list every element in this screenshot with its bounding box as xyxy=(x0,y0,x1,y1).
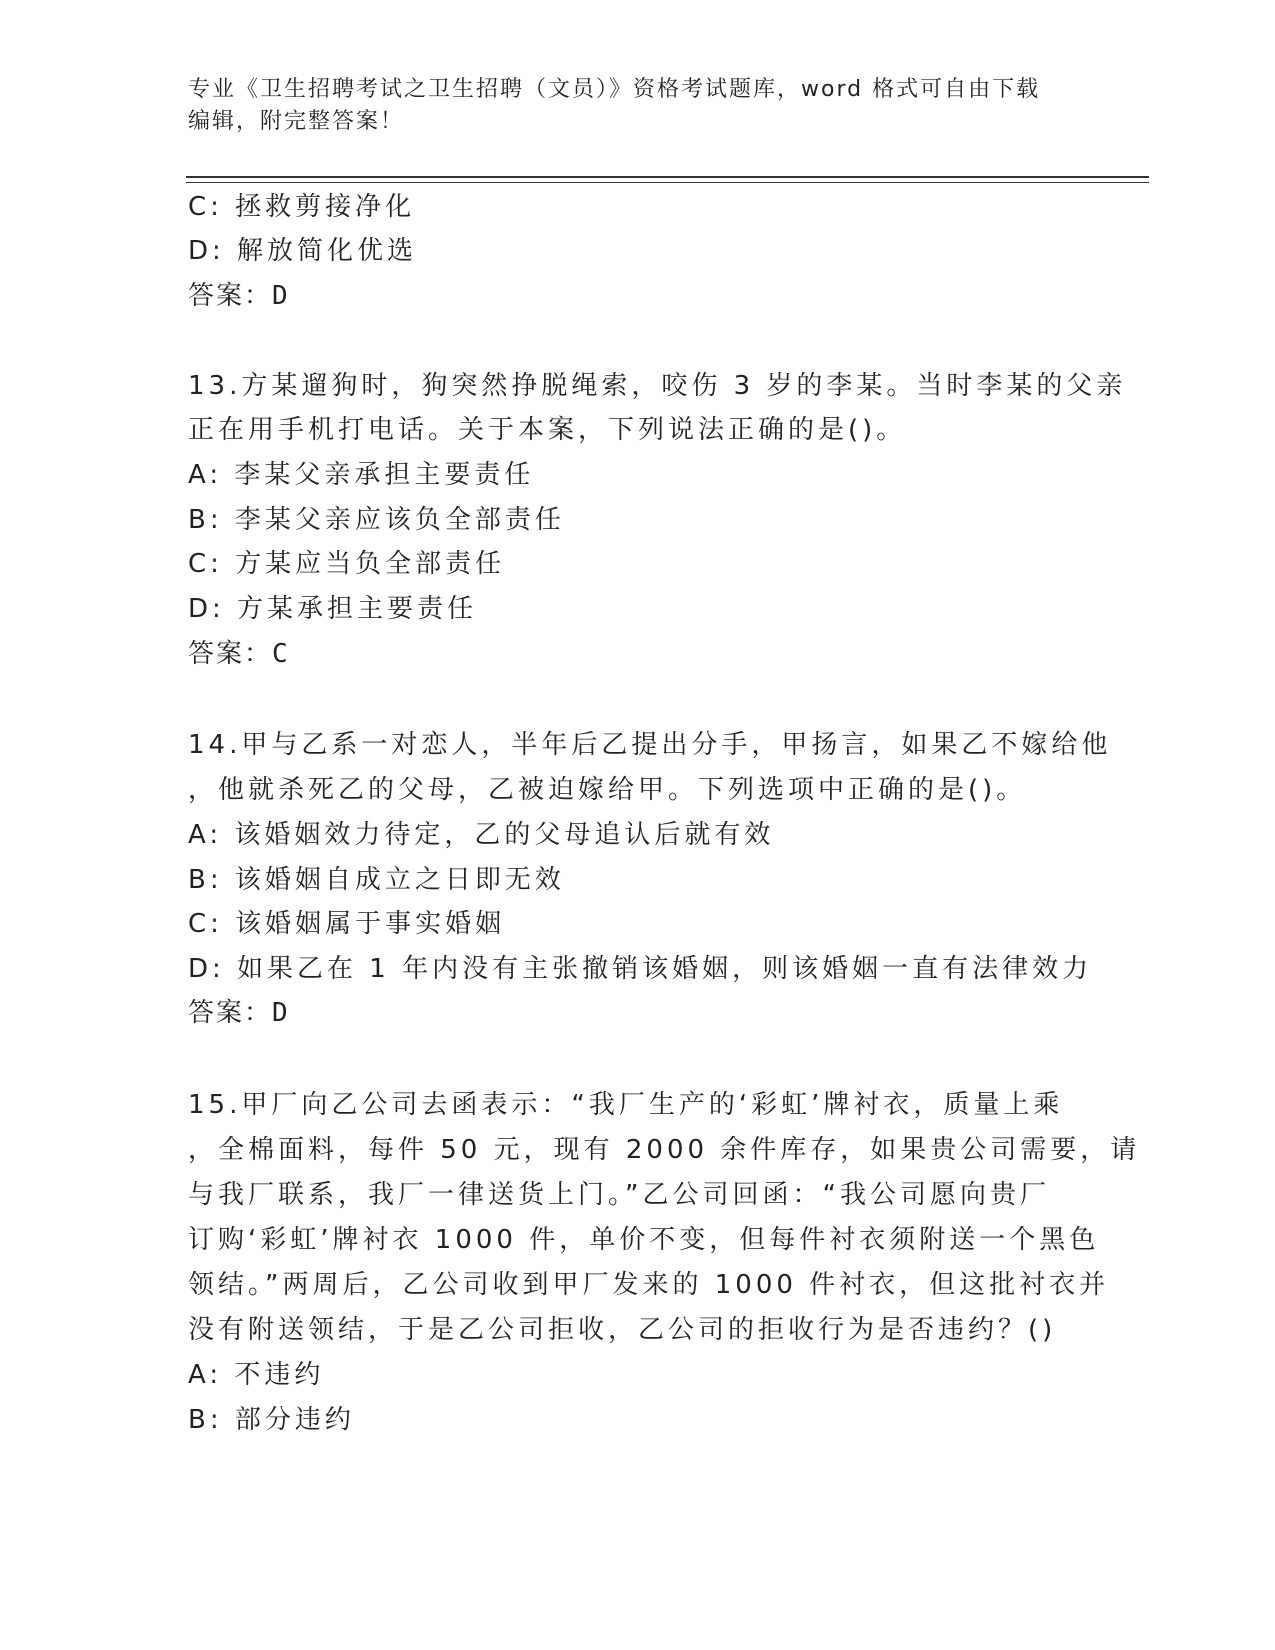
q14-option-c: C: 该婚姻属于事实婚姻 xyxy=(188,909,506,939)
q14-option-d: D: 如果乙在 1 年内没有主张撤销该婚姻，则该婚姻一直有法律效力 xyxy=(188,954,1093,984)
header-divider-thick xyxy=(186,176,1149,178)
q14-option-b: B: 该婚姻自成立之日即无效 xyxy=(188,865,565,895)
q13-option-a: A: 李某父亲承担主要责任 xyxy=(188,460,535,490)
page-header xyxy=(188,74,1088,138)
q15-option-a: A: 不违约 xyxy=(188,1360,325,1390)
header-divider-thin xyxy=(186,182,1149,183)
q13-option-d: D: 方某承担主要责任 xyxy=(188,594,478,624)
q14-answer: 答案：D xyxy=(188,998,290,1028)
q15-text-line-6: 没有附送领结，于是乙公司拒收，乙公司的拒收行为是否违约？() xyxy=(188,1315,1057,1345)
q13-option-c: C: 方某应当负全部责任 xyxy=(188,549,506,579)
header-line-1: 专业《卫生招聘考试之卫生招聘（文员）》资格考试题库，word 格式可自由下载 xyxy=(188,77,1041,102)
prev-option-c: C: 拯救剪接净化 xyxy=(188,192,416,222)
q13-text-line-2: 正在用手机打电话。关于本案，下列说法正确的是()。 xyxy=(188,415,907,445)
q13-text-line-1: 13.方某遛狗时，狗突然挣脱绳索，咬伤 3 岁的李某。当时李某的父亲 xyxy=(188,371,1127,401)
q15-text-line-4: 订购‘彩虹’牌衬衣 1000 件，单价不变，但每件衬衣须附送一个黑色 xyxy=(188,1225,1100,1255)
q15-text-line-3: 与我厂联系，我厂一律送货上门。”乙公司回函：“我公司愿向贵厂 xyxy=(188,1180,1050,1210)
q15-option-b: B: 部分违约 xyxy=(188,1405,355,1435)
prev-option-d: D: 解放简化优选 xyxy=(188,236,418,266)
q13-option-b: B: 李某父亲应该负全部责任 xyxy=(188,505,565,535)
q15-text-line-1: 15.甲厂向乙公司去函表示：“我厂生产的‘彩虹’牌衬衣，质量上乘 xyxy=(188,1090,1064,1120)
prev-answer: 答案：D xyxy=(188,281,290,311)
header-line-2: 编辑，附完整答案！ xyxy=(188,109,405,134)
q13-answer: 答案：C xyxy=(188,639,290,669)
q15-text-line-2: ，全棉面料，每件 50 元，现有 2000 余件库存，如果贵公司需要，请 xyxy=(188,1135,1141,1165)
q14-option-a: A: 该婚姻效力待定，乙的父母追认后就有效 xyxy=(188,820,775,850)
q14-text-line-1: 14.甲与乙系一对恋人，半年后乙提出分手，甲扬言，如果乙不嫁给他 xyxy=(188,730,1112,760)
q14-text-line-2: ，他就杀死乙的父母，乙被迫嫁给甲。下列选项中正确的是()。 xyxy=(188,775,1027,805)
q15-text-line-5: 领结。”两周后，乙公司收到甲厂发来的 1000 件衬衣，但这批衬衣并 xyxy=(188,1270,1110,1300)
